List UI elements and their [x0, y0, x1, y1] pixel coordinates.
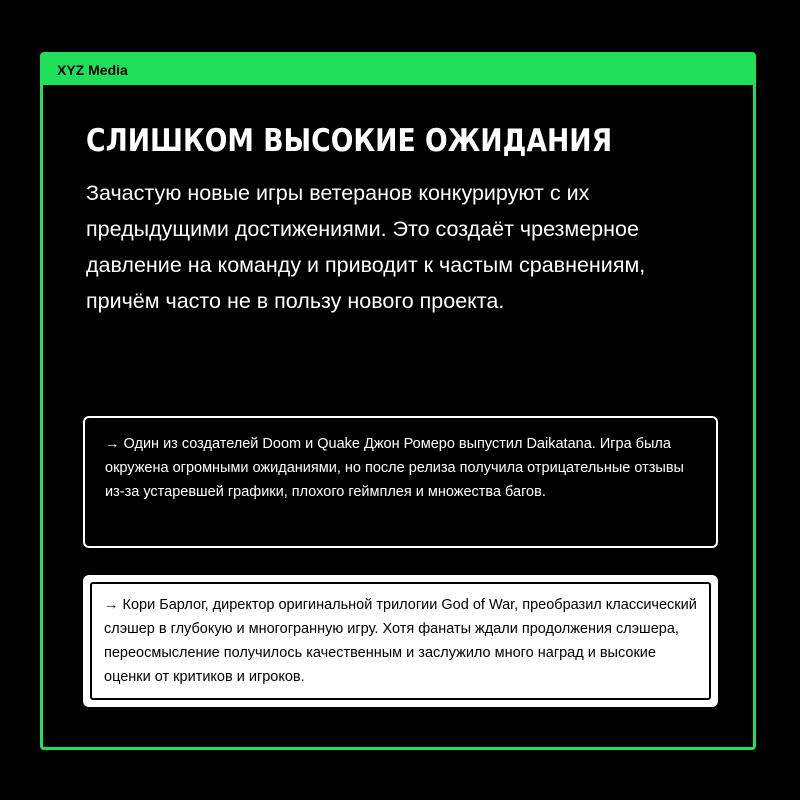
example-card-inner — [90, 582, 711, 700]
brand-header: XYZ Media — [43, 55, 753, 85]
slide-title: СЛИШКОМ ВЫСОКИЕ ОЖИДАНИЯ — [86, 123, 613, 159]
example-card-god-of-war — [83, 575, 718, 707]
example-card-text: → Кори Барлог, директор оригинальной трилогии God of War, преобразил классический слэшер в глубокую и многогранную игру. Хотя фанаты ждали продолжения слэшера, переосмысление получилось качественным и заслужило много наград и высокие оценки от критиков и игроков. — [104, 597, 697, 685]
example-card-daikatana — [83, 416, 718, 548]
example-card-text: → Один из создателей Doom и Quake Джон Ромеро выпустил Daikatana. Игра была окружена огромными ожиданиями, но после релиза получила отрицательные отзывы из-за устаревшей графики, плохого геймплея и множества багов. — [105, 436, 684, 500]
slide-frame — [40, 52, 756, 750]
lead-paragraph: Зачастую новые игры ветеранов конкурируют с их предыдущими достижениями. Это создаёт чрезмерное давление на команду и приводит к частым сравнениям, причём часто не в пользу нового проекта. — [86, 181, 646, 313]
